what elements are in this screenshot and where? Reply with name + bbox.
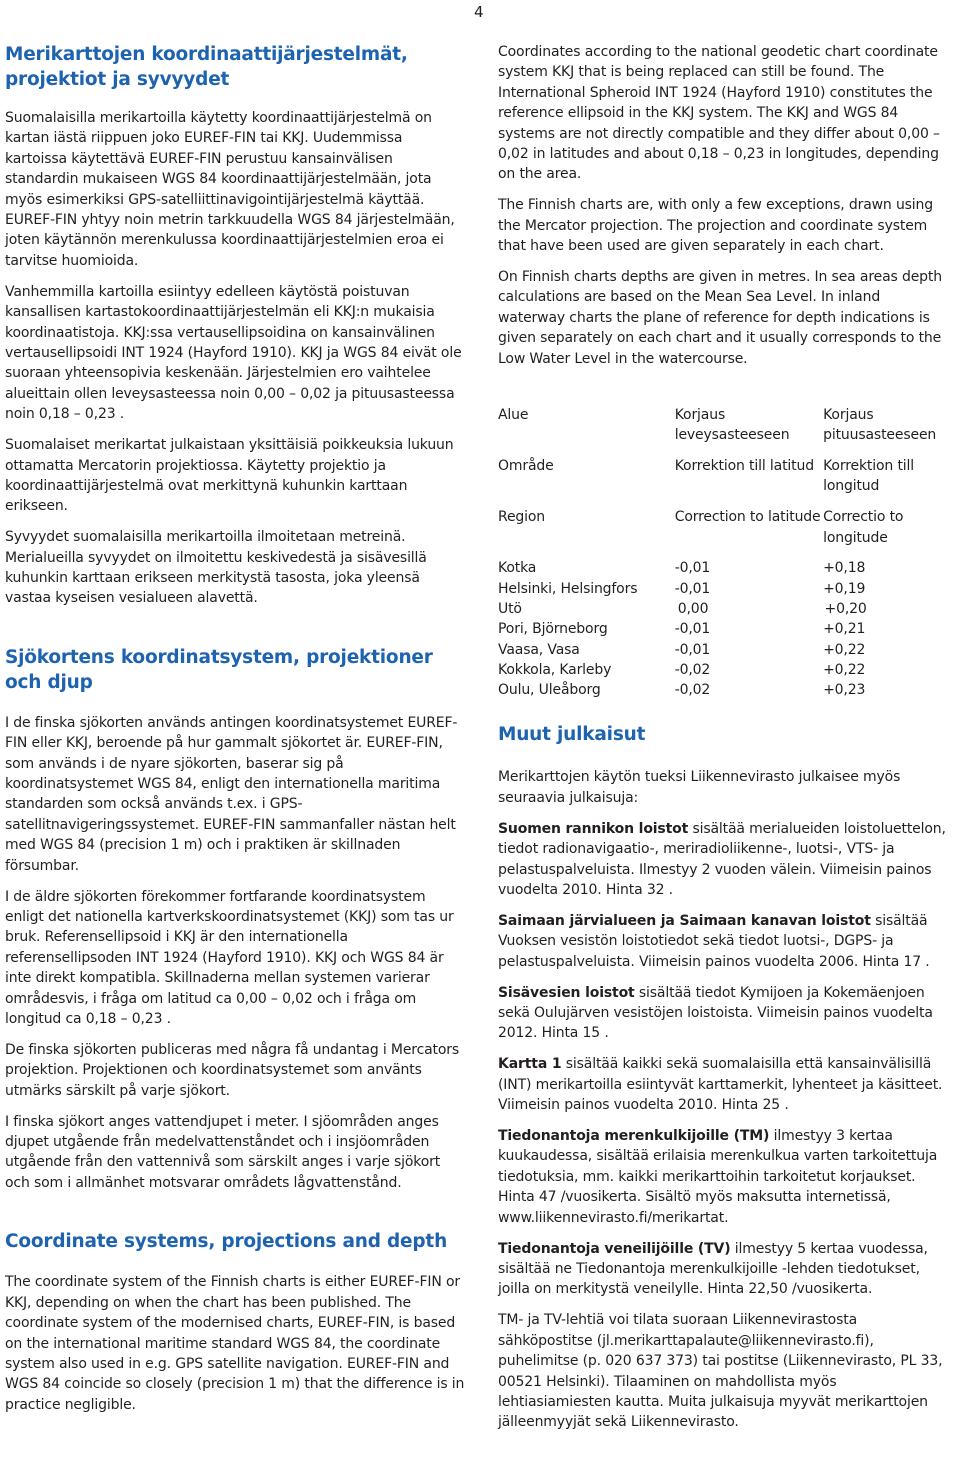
publication-item: [498, 983, 950, 1044]
publication-item: [498, 1310, 950, 1432]
paragraph: Suomalaisilla merikartoilla käytetty koordinaattijärjestelmä on kartan iästä riippuen joko EUREF-FIN tai KKJ. Uudemmissa kartoissa käytettävä EUREF-FIN perustuu kansainvälisen standardin mukaiseen WGS 84 koordinaattijärjestelmään, jota myös esimerkiksi GPS-satelliittinavigointijärjestelmä käyttää. EUREF-FIN yhtyy noin metrin tarkkuudella WGS 84 järjestelmään, joten käytännön merenkulussa koordinaattijärjestelmien eroa ei tarvitse huomioida.: [5, 110, 455, 269]
table-row: [498, 599, 950, 619]
region-cell: Helsinki, Helsingfors: [498, 580, 638, 597]
right-column: [498, 42, 950, 1443]
heading-finnish: Merikarttojen koordinaattijärjestelmät, projektiot ja syvyydet: [5, 44, 408, 90]
longitude-cell: +0,19: [823, 580, 866, 597]
header-cell: Korrektion till longitud: [823, 458, 914, 495]
header-cell: Korrektion till latitud: [674, 458, 814, 475]
header-cell: Område: [498, 458, 554, 475]
region-cell: Utö: [498, 600, 522, 617]
latitude-cell: -0,02: [674, 661, 711, 678]
publication-text: ilmestyy 5 kertaa vuodessa, sisältää ne Tiedonantoja merenkulkijoille -lehden tiedotukset, joilla on merkitystä veneilylle. Hinta 22,50 /vuosikerta.: [498, 1240, 928, 1298]
publication-title: Tiedonantoja veneilijöille (TV): [498, 1240, 731, 1257]
table-header-row: [498, 507, 950, 548]
paragraph: I de finska sjökorten används antingen koordinatsystemet EUREF-FIN eller KKJ, beroende på hur gammalt sjökortet är. EUREF-FIN, som används i de nyare sjökorten, baserar sig på koordinatsystemet WGS 84, enligt den internationella maritima standarden som också används t.ex. i GPS-satellitnavigeringssystemet. EUREF-FIN sammanfaller nästan helt med WGS 84 (precision 1 m) och i praktiken är skillnaden försumbar.: [5, 714, 458, 874]
publication-title: Sisävesien loistot: [498, 984, 635, 1001]
table-header-row: [498, 405, 950, 446]
correction-table: [498, 405, 950, 700]
header-cell: Correction to latitude: [674, 509, 821, 526]
publication-text: TM- ja TV-lehtiä voi tilata suoraan Liikennevirastosta sähköpostitse (jl.merikarttapalaute@liikennevirasto.fi), puhelimitse (p. 020 637 373) tai postitse (Liikennevirasto, PL 33, 00521 Helsinki). Tilaaminen on mahdollista myös lehtiasiamiesten kautta. Muita julkaisuja myyvät merikarttojen jälleenmyyjät sekä Liikennevirasto.: [498, 1312, 943, 1431]
region-cell: Vaasa, Vasa: [498, 641, 580, 658]
publication-title: Kartta 1: [498, 1056, 562, 1073]
header-cell: Region: [498, 509, 546, 526]
paragraph: Merikarttojen käytön tueksi Liikennevirasto julkaisee myös seuraavia julkaisuja:: [498, 769, 901, 806]
publication-text: sisältää Vuoksen vesistön loistotiedot sekä tiedot luotsi-, DGPS- ja pelastuspalveluista. Viimeisin painos vuodelta 2006. Hinta 17 .: [498, 912, 930, 970]
longitude-cell: +0,18: [823, 560, 866, 577]
longitude-cell: +0,22: [823, 661, 866, 678]
heading-swedish: Sjökortens koordinatsystem, projektioner och djup: [5, 646, 433, 693]
latitude-cell: -0,02: [674, 682, 711, 699]
region-cell: Pori, Björneborg: [498, 621, 608, 638]
heading-other-publications: Muut julkaisut: [498, 724, 646, 746]
paragraph: De finska sjökorten publiceras med några få undantag i Mercators projektion. Projektionen och koordinatsystemet som använts utmärks särskilt på varje sjökort.: [5, 1041, 460, 1099]
publication-item: [498, 1054, 950, 1115]
header-cell: Korjaus leveysasteeseen: [674, 407, 790, 444]
publication-title: Tiedonantoja merenkulkijoille (TM): [498, 1128, 770, 1145]
paragraph: Coordinates according to the national geodetic chart coordinate system KKJ that is being replaced can still be found. The International Spheroid INT 1924 (Hayford 1910) constitutes the reference ellipsoid in the KKJ system. The KKJ and WGS 84 systems are not directly compatible and they differ about 0,00 – 0,02 in latitudes and about 0,18 – 0,23 in longitudes, depending on the area.: [498, 44, 940, 183]
region-cell: Kotka: [498, 560, 537, 577]
publication-title: Saimaan järvialueen ja Saimaan kanavan loistot: [498, 912, 871, 929]
publication-item: [498, 819, 950, 901]
paragraph: Syvyydet suomalaisilla merikartoilla ilmoitetaan metreinä. Merialueilla syvyydet on ilmoitettu keskivedestä ja sisävesillä kuhunkin karttaan erikseen merkitystä tasosta, joka yleensä vastaa kyseisen vesialueen alavettä.: [5, 529, 427, 607]
header-cell: Korjaus pituusasteeseen: [823, 407, 937, 444]
table-row: [498, 558, 950, 578]
publication-text: sisältää tiedot Kymijoen ja Kokemäenjoen sekä Oulujärven vesistöjen loistoista. Viimeisin painos vuodelta 2012. Hinta 15 .: [498, 984, 933, 1042]
latitude-cell: 0,00: [677, 600, 709, 617]
latitude-cell: -0,01: [674, 641, 711, 658]
publication-title: Suomen rannikon loistot: [498, 820, 689, 837]
header-cell: Alue: [498, 407, 529, 424]
latitude-cell: -0,01: [674, 621, 711, 638]
longitude-cell: +0,20: [824, 600, 867, 617]
paragraph: Suomalaiset merikartat julkaistaan yksittäisiä poikkeuksia lukuun ottamatta Mercatorin projektiossa. Käytetty projektio ja koordinaattijärjestelmä ovat merkittynä kuhunkin karttaan erikseen.: [5, 437, 454, 515]
publication-text: sisältää merialueiden loistoluettelon, tiedot radionavigaatio-, meriradioliikenne-, luotsi-, VTS- ja pelastuspalveluista. Ilmestyy 2 vuoden välein. Viimeisin painos vuodelta 2010. Hinta 32 .: [498, 820, 946, 898]
latitude-cell: -0,01: [674, 580, 711, 597]
table-row: [498, 640, 950, 660]
publication-text: ilmestyy 3 kertaa kuukaudessa, sisältää erilaisia merenkulkua varten tarkoitettuja tiedotuksia, mm. kaikki merikarttoihin tarkoitetut korjaukset. Hinta 47 /vuosikerta. Sisältö myös maksutta internetissä, www.liikennevirasto.fi/merikartat.: [498, 1128, 938, 1226]
paragraph: The coordinate system of the Finnish charts is either EUREF-FIN or KKJ, depending on when the chart has been published. The coordinate system of the modernised charts, EUREF-FIN, is based on the international maritime standard WGS 84, the coordinate system also used in e.g. GPS satellite navigation. EUREF-FIN and WGS 84 coincide so closely (precision 1 m) that the difference is in practice negligible.: [5, 1274, 465, 1413]
publication-item: [498, 1126, 950, 1228]
publication-item: [498, 1239, 950, 1300]
longitude-cell: +0,22: [823, 641, 866, 658]
page-number: 4: [474, 3, 484, 21]
heading-english: Coordinate systems, projections and depth: [5, 1231, 448, 1253]
paragraph: I de äldre sjökorten förekommer fortfarande koordinatsystem enligt det nationella kartverkskoordinatsystemet (KKJ) som tas ur bruk. Referensellipsoid i KKJ är den internationella referensellipsoden INT 1924 (Hayford 1910). KKJ och WGS 84 är inte direkt kompatibla. Skillnaderna mellan systemen varierar områdesvis, i fråga om latitud ca 0,00 – 0,02 och i fråga om longitud ca 0,18 – 0,23 .: [5, 888, 454, 1028]
paragraph: Vanhemmilla kartoilla esiintyy edelleen käytöstä poistuvan kansallisen kartastokoordinaattijärjestelmän eli KKJ:n mukaisia koordinaatistoja. KKJ:ssa vertausellipsoidina on kansainvälinen vertausellipsoidi INT 1924 (Hayford 1910). KKJ ja WGS 84 eivät ole suoraan yhteensopivia keskenään. Järjestelmien ero vaihtelee alueittain ollen leveysasteessa noin 0,00 – 0,02 ja pituusasteessa noin 0,18 – 0,23 .: [5, 283, 462, 423]
left-column: [5, 42, 465, 1426]
region-cell: Kokkola, Karleby: [498, 661, 612, 678]
publication-item: [498, 911, 950, 972]
table-row: [498, 660, 950, 680]
longitude-cell: +0,23: [823, 682, 866, 699]
table-row: [498, 619, 950, 639]
table-header-row: [498, 456, 950, 497]
paragraph: The Finnish charts are, with only a few exceptions, drawn using the Mercator projection. The projection and coordinate system that have been used are given separately in each chart.: [498, 197, 934, 255]
paragraph: On Finnish charts depths are given in metres. In sea areas depth calculations are based on the Mean Sea Level. In inland waterway charts the plane of reference for depth indications is given separately on each chart and it usually corresponds to the Low Water Level in the watercourse.: [498, 269, 942, 367]
region-cell: Oulu, Uleåborg: [498, 682, 601, 699]
paragraph: I finska sjökort anges vattendjupet i meter. I sjöområden anges djupet utgående från medelvattenståndet och i insjöområden utgående från den vattennivå som särskilt anges i varje sjökort och som i allmänhet motsvarar områdets lågvattenstånd.: [5, 1113, 441, 1191]
publication-text: sisältää kaikki sekä suomalaisilla että kansainvälisillä (INT) merikartoilla esiintyvät karttamerkit, lyhenteet ja käsitteet. Viimeisin painos vuodelta 2010. Hinta 25 .: [498, 1056, 943, 1114]
table-row: [498, 579, 950, 599]
latitude-cell: -0,01: [674, 560, 711, 577]
header-cell: Correctio to longitude: [823, 509, 904, 546]
longitude-cell: +0,21: [823, 621, 866, 638]
table-row: [498, 680, 950, 700]
